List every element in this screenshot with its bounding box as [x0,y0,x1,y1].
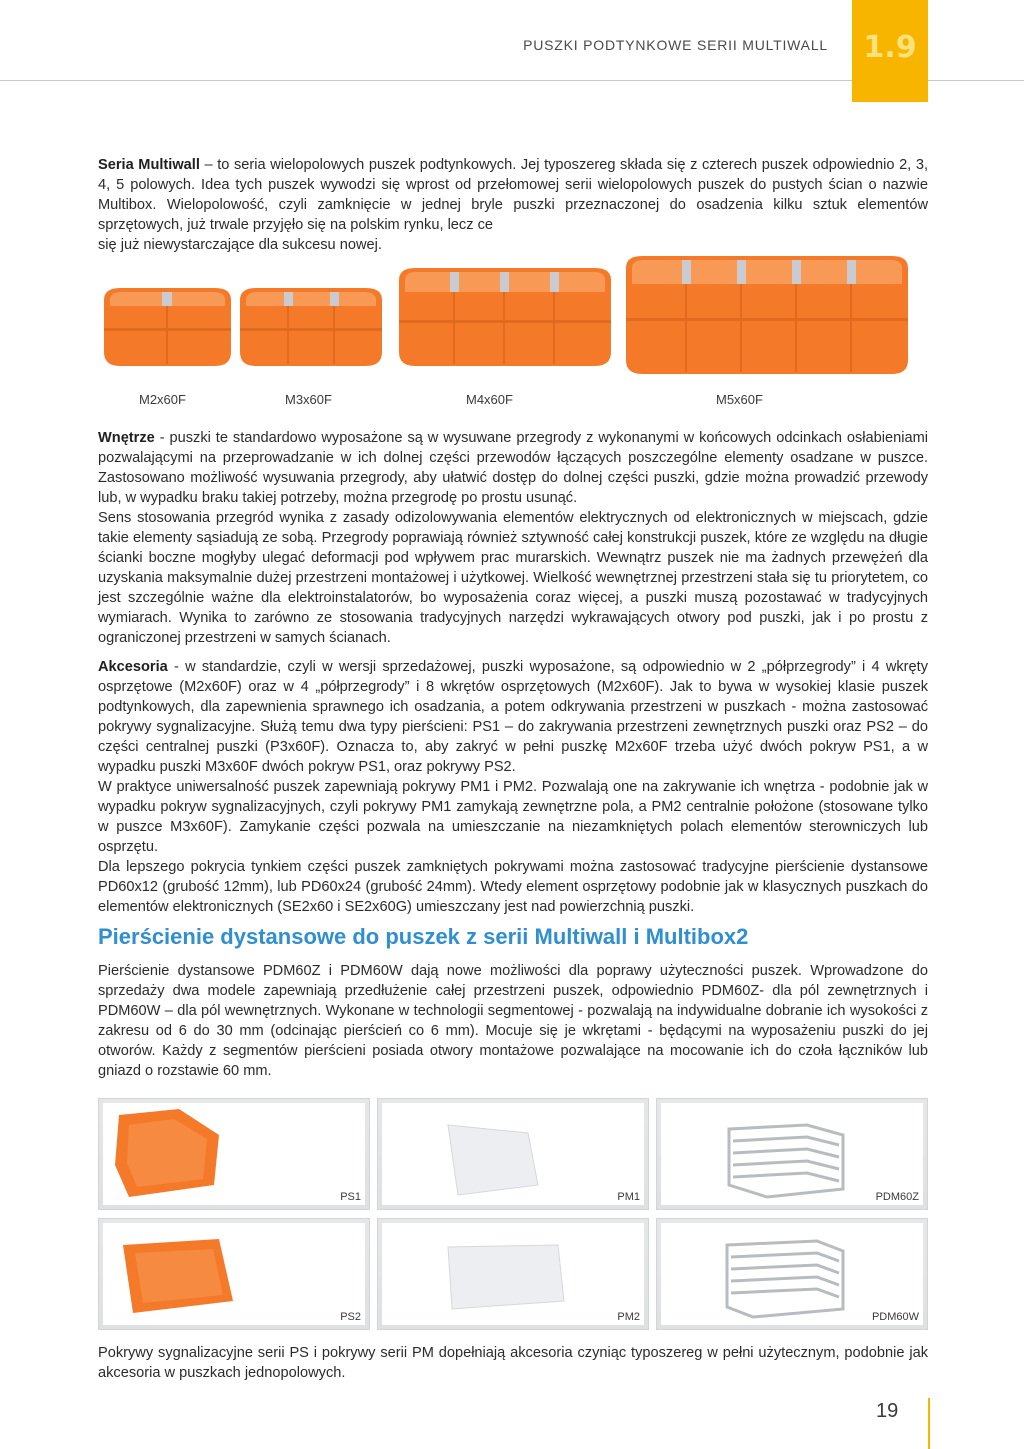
gallery-label-pdm60z: PDM60Z [875,1191,919,1203]
intro-lead: Seria Multiwall [98,157,200,173]
intro-tail: się już niewystarczające dla sukcesu nowej. [98,237,382,253]
gallery-label-ps1: PS1 [340,1191,361,1203]
rings-heading: Pierścienie dystansowe do puszek z serii Multiwall i Multibox2 [98,924,749,949]
product-m5x60f [622,250,912,385]
m3x60f-box-image [236,282,386,372]
product-label-m5x60f: M5x60F [716,392,763,407]
rings-paragraph: Pierścienie dystansowe PDM60Z i PDM60W dają nowe możliwości dla poprawy użyteczności puszek. Wprowadzone do sprzedaży dwa modele zapewniają przedłużenie całej przestrzeni puszek, odpowiednio PDM60Z- dla pól zewnętrznych i PDM60W – dla pól wewnętrznych. Wykonane w technologii segmentowej - pozwalają na indywidualne dobranie ich wysokości z zakresu od 6 do 30 mm (odcinając pierścień co 6 mm). Mocuje się je wkrętami - będącymi na wyposażeniu puszki do jej otworów. Każdy z segmentów pierścieni posiada otwory montażowe pozwalające na mocowanie ich do czoła łączników lub gniazd o rozstawie 60 mm. [98,963,928,1079]
m5x60f-box-image [622,250,912,380]
interior-text-2: Sens stosowania przegród wynika z zasady odizolowywania elementów elektrycznych od elektronicznych w miejscach, gdzie takie elementy sąsiadują ze sobą. Przegrody poprawiają również sztywność całej konstrukcji puszek, które ze względu na długie ścianki boczne mogłyby ulegać deformacji pod wpływem prac murarskich. Wewnątrz puszek nie ma żadnych przewężeń dla uzyskania maksymalnie dużej przestrzeni montażowej i użytkowej. Wielkość wewnętrznej przestrzeni stała się tu priorytetem, co jest szczególnie ważne dla elektroinstalatorów, bo wyposażenia coraz więcej, a puszki muszą pozostawać w tradycyjnych wymiarach. Wynika to zarówno ze stosowania tradycyjnych narzędzi wykrawających otwory pod puszki, jak i po prostu z ograniczonej przestrzeni w samych ścianach. [98,510,928,646]
product-label-m3x60f: M3x60F [285,392,332,407]
gallery-label-pdm60w: PDM60W [871,1311,919,1323]
running-header-title: PUSZKI PODTYNKOWE SERII MULTIWALL [523,37,828,53]
pm1-cover-image [388,1105,548,1205]
product-m2x60f [100,282,235,377]
accessories-text-2: W praktyce uniwersalność puszek zapewniają pokrywy PM1 i PM2. Pozwalają one na zakrywanie ich wnętrza - podobnie jak w wypadku pokryw sygnalizacyjnych, czyli pokrywy PM1 zamykają zewnętrzne pola, a PM2 centralnie położone (stosowane tylko w puszce M3x60F). Zamykanie części pozwala na umieszczanie na niezamkniętych polach elementów sterowniczych lub osprzętu. [98,779,928,855]
gallery-tile-ps2 [98,1218,370,1330]
pdm60z-ring-image [667,1105,867,1205]
page-rule [928,1398,930,1449]
interior-lead: Wnętrze [98,430,155,446]
gallery-tile-pdm60z [656,1098,928,1210]
page-number: 19 [876,1400,899,1422]
accessories-lead: Akcesoria [98,659,168,675]
closing-paragraph: Pokrywy sygnalizacyjne serii PS i pokrywy serii PM dopełniają akcesoria czyniąc typoszereg w pełni użytecznym, podobnie jak akcesoria w puszkach jednopolowych. [98,1345,928,1381]
interior-paragraph [98,428,928,648]
product-m4x60f [395,262,615,377]
intro-text: – to seria wielopolowych puszek podtynkowych. Jej typoszereg składa się z czterech puszek odpowiednio 2, 3, 4, 5 polowych. Idea tych puszek wywodzi się wprost od przełomowej serii wielopolowych puszek do pustych ścian o nazwie Multibox. Wielopolowość, czyli zamknięcie w jednej bryle puszki przeznaczonej do osadzenia kilku sztuk elementów sprzętowych, już trwale przyjęło się na polskim rynku, lecz ce [98,157,928,233]
gallery-tile-pm2 [377,1218,649,1330]
gallery-label-ps2: PS2 [340,1311,361,1323]
m4x60f-box-image [395,262,615,372]
pm2-cover-image [388,1225,588,1325]
ps2-cover-image [109,1225,249,1325]
gallery-tile-ps1 [98,1098,370,1210]
ps1-cover-image [109,1105,229,1205]
section-number: 1.9 [863,30,917,65]
accessories-text-3: Dla lepszego pokrycia tynkiem części puszek zamkniętych pokrywami można zastosować tradycyjne pierścienie dystansowe PD60x12 (grubość 12mm), lub PD60x24 (grubość 24mm). Wtedy element osprzętowy podobnie jak w klasycznych puszkach do elementów elektronicznych (SE2x60 i SE2x60G) umieszczany jest nad powierzchnią puszki. [98,859,928,915]
gallery-label-pm2: PM2 [617,1311,640,1323]
interior-text: - puszki te standardowo wyposażone są w wysuwane przegrody z wykonanymi w końcowych odcinkach osłabieniami pozwalającymi na przeprowadzanie w ich dolnej części przewodów łączących poszczególne elementy osadzane w puszce. Zastosowano możliwość wysuwania przegrody, aby ułatwić dostęp do dolnej części puszki, gdzie można prowadzić przewody lub, w wypadku braku takiej potrzeby, można przegrodę po prostu usunąć. [98,430,928,506]
accessories-paragraph [98,657,928,917]
product-label-m4x60f: M4x60F [466,392,513,407]
gallery-tile-pdm60w [656,1218,928,1330]
gallery-label-pm1: PM1 [617,1191,640,1203]
accessories-text: - w standardzie, czyli w wersji sprzedażowej, puszki wyposażone, są odpowiednio w 2 „półprzegrody” i 4 wkręty osprzętowe (M2x60F) oraz w 4 „półprzegrody” i 8 wkrętów osprzętowych (M2x60F). Jak to bywa w wysokiej klasie puszek podtynkowych, dla zapewnienia sprawnego ich osadzania, a potem odkrywania przestrzeni w puszkach - można zastosować pokrywy sygnalizacyjne. Służą temu dwa typy pierścieni: PS1 – do zakrywania przestrzeni zewnętrznych puszki oraz PS2 – do części centralnej puszki (P3x60F). Oznacza to, aby zakryć w pełni puszkę M2x60F trzeba użyć dwóch pokryw PS1, a w wypadku puszki M3x60F dwóch pokryw PS1, oraz pokrywy PS2. [98,659,928,775]
gallery-tile-pm1 [377,1098,649,1210]
section-tab [852,0,928,102]
m2x60f-box-image [100,282,235,372]
pdm60w-ring-image [667,1225,867,1325]
product-m3x60f [236,282,386,377]
intro-paragraph [98,155,928,255]
product-label-m2x60f: M2x60F [139,392,186,407]
